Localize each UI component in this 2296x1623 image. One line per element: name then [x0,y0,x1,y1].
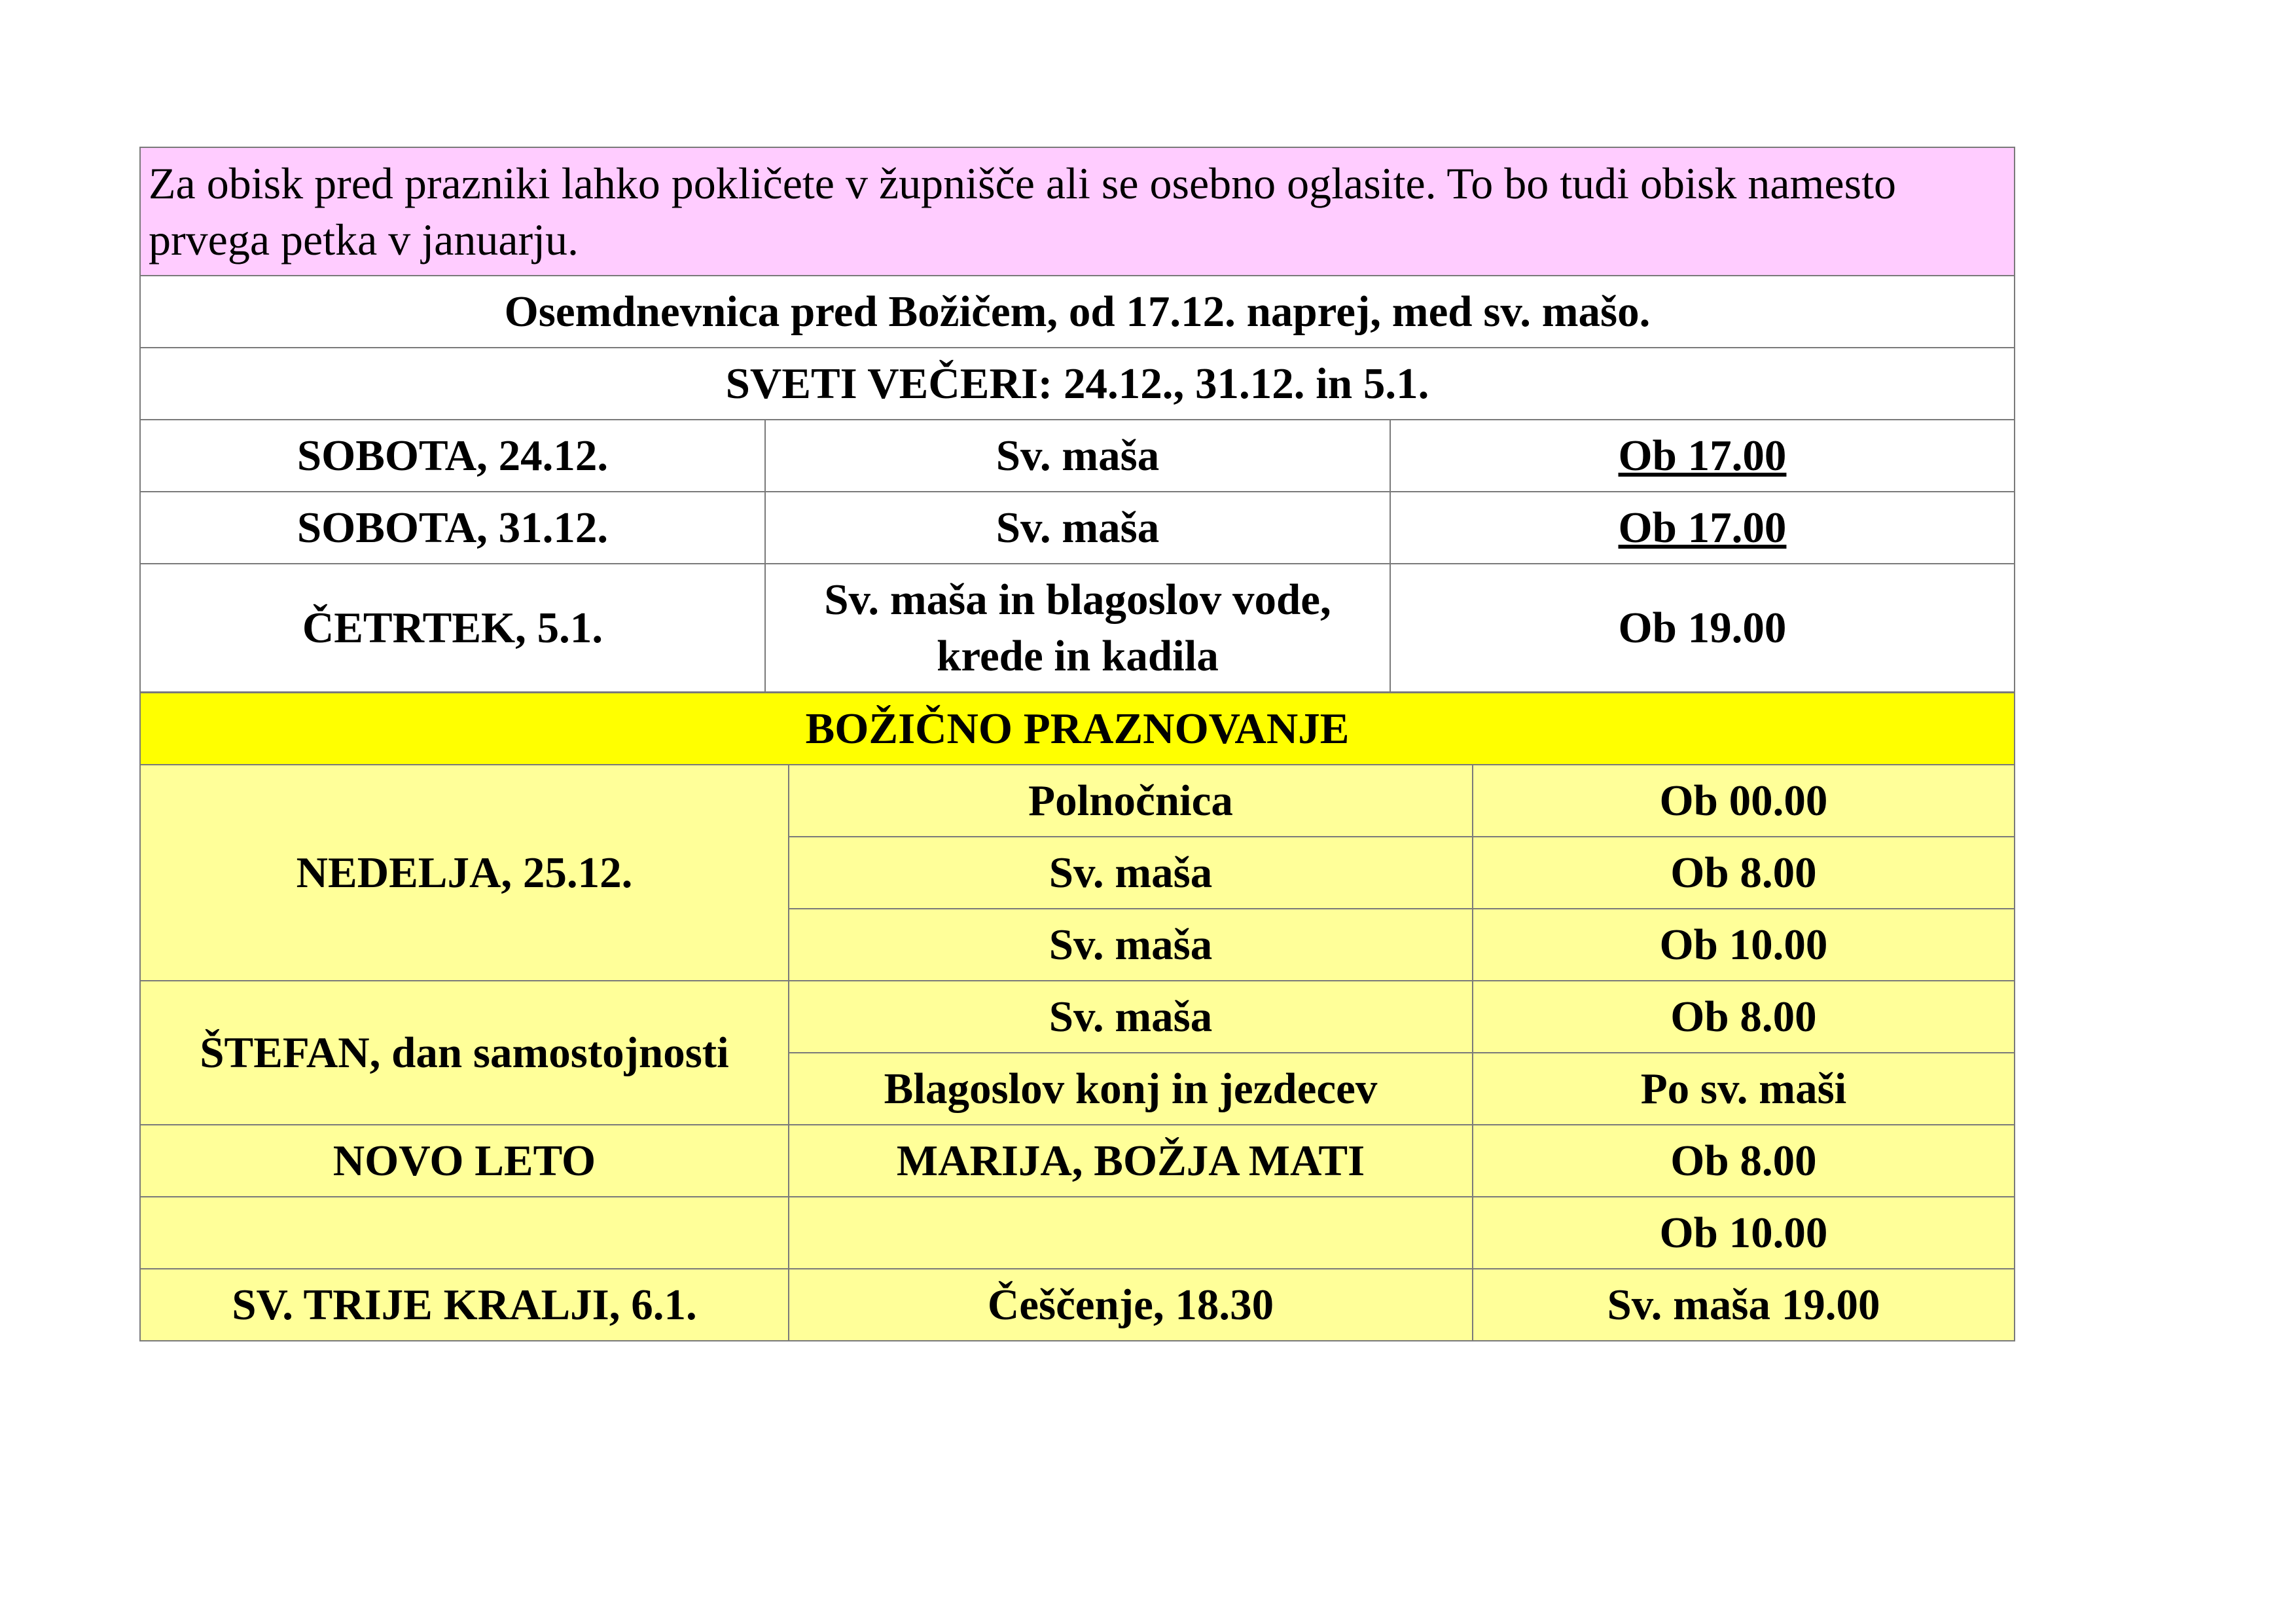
event-cell: Češčenje, 18.30 [789,1269,1473,1341]
day-cell: SOBOTA, 24.12. [140,420,765,492]
table-row [140,492,2015,564]
day-cell: SV. TRIJE KRALJI, 6.1. [140,1269,789,1341]
octave-row [140,276,2015,348]
time-cell: Ob 10.00 [1473,909,2015,981]
event-cell: Blagoslov konj in jezdecev [789,1053,1473,1125]
holy-evenings-table [139,147,2015,693]
event-cell: Sv. maša [789,837,1473,909]
event-cell: Sv. maša [765,420,1390,492]
table-row [140,765,2015,837]
day-cell: ŠTEFAN, dan samostojnosti [140,981,789,1125]
day-cell: NOVO LETO [140,1125,789,1197]
holy-evenings-title: SVETI VEČERI: 24.12., 31.12. in 5.1. [140,348,2015,420]
time-cell: Ob 10.00 [1473,1197,2015,1269]
empty-cell [140,1197,789,1269]
event-cell: MARIJA, BOŽJA MATI [789,1125,1473,1197]
table-row [140,1269,2015,1341]
day-cell: SOBOTA, 31.12. [140,492,765,564]
time-cell: Sv. maša 19.00 [1473,1269,2015,1341]
time-cell [1390,492,2015,564]
time-cell: Ob 00.00 [1473,765,2015,837]
table-row [140,420,2015,492]
table-row [140,981,2015,1053]
time-cell: Ob 8.00 [1473,981,2015,1053]
time-cell [1390,420,2015,492]
christmas-title: BOŽIČNO PRAZNOVANJE [140,693,2015,765]
event-cell: Sv. maša [789,909,1473,981]
time-cell: Ob 19.00 [1390,564,2015,692]
event-cell: Sv. maša in blagoslov vode, krede in kadila [765,564,1390,692]
table-row [140,1197,2015,1269]
empty-cell [789,1197,1473,1269]
notice-text: Za obisk pred prazniki lahko pokličete v župnišče ali se osebno oglasite. To bo tudi obisk namesto prvega petka v januarju. [140,147,2015,276]
time-text: Ob 17.00 [1618,431,1787,480]
christmas-table [139,692,2015,1341]
event-cell: Polnočnica [789,765,1473,837]
time-cell: Po sv. maši [1473,1053,2015,1125]
holy-evenings-title-row [140,348,2015,420]
notice-row [140,147,2015,276]
event-cell: Sv. maša [789,981,1473,1053]
event-cell: Sv. maša [765,492,1390,564]
table-row [140,1125,2015,1197]
octave-text: Osemdnevnica pred Božičem, od 17.12. naprej, med sv. mašo. [140,276,2015,348]
christmas-title-row [140,693,2015,765]
table-row [140,564,2015,692]
time-cell: Ob 8.00 [1473,837,2015,909]
day-cell: NEDELJA, 25.12. [140,765,789,981]
time-cell: Ob 8.00 [1473,1125,2015,1197]
day-cell: ČETRTEK, 5.1. [140,564,765,692]
time-text: Ob 17.00 [1618,503,1787,552]
